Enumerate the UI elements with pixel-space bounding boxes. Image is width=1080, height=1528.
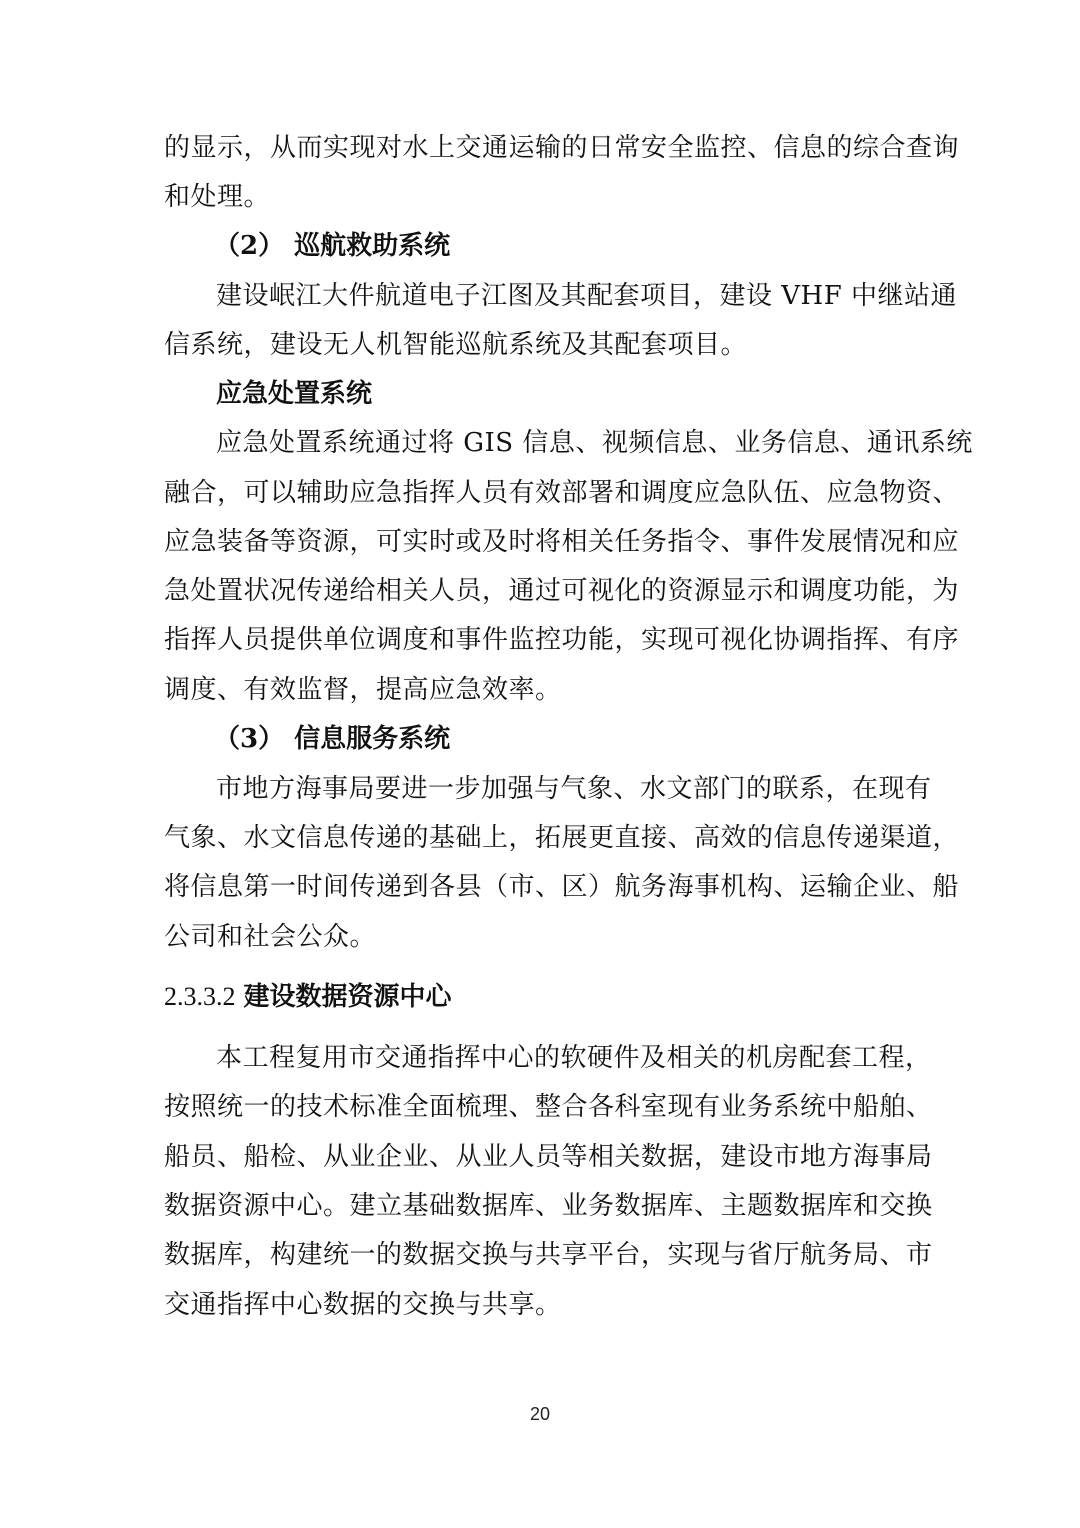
- section-number: （2）: [214, 231, 285, 261]
- paragraph-line: 本工程复用市交通指挥中心的软硬件及相关的机房配套工程，: [216, 1043, 932, 1073]
- paragraph-line: 急处置状况传递给相关人员，通过可视化的资源显示和调度功能，为: [164, 576, 960, 606]
- subsection-title: 建设数据资源中心: [243, 982, 452, 1012]
- paragraph-line: 数据资源中心。建立基础数据库、业务数据库、主题数据库和交换: [164, 1191, 933, 1221]
- paragraph-line: 交通指挥中心数据的交换与共享。: [164, 1290, 562, 1320]
- paragraph-line: 按照统一的技术标准全面梳理、整合各科室现有业务系统中船舶、: [164, 1092, 933, 1122]
- paragraph-line: 市地方海事局要进一步加强与气象、水文部门的联系，在现有: [216, 774, 932, 804]
- section-heading-3: [214, 722, 450, 756]
- section-number: （3）: [214, 724, 285, 754]
- section-title: 巡航救助系统: [294, 231, 451, 261]
- paragraph-line: 船员、船检、从业企业、从业人员等相关数据，建设市地方海事局: [164, 1142, 933, 1172]
- paragraph-line: 指挥人员提供单位调度和事件监控功能，实现可视化协调指挥、有序: [164, 625, 960, 655]
- emergency-heading: 应急处置系统: [216, 379, 373, 409]
- page-number: 20: [529, 1404, 551, 1424]
- paragraph-line: 数据库，构建统一的数据交换与共享平台，实现与省厅航务局、市: [164, 1240, 933, 1270]
- section-heading-2: [214, 229, 450, 263]
- paragraph-line: 融合，可以辅助应急指挥人员有效部署和调度应急队伍、应急物资、: [164, 478, 960, 508]
- paragraph-line: 公司和社会公众。: [164, 922, 377, 952]
- paragraph-line: 建设岷江大件航道电子江图及其配套项目，建设 VHF 中继站通: [216, 281, 958, 311]
- paragraph-line: 信系统，建设无人机智能巡航系统及其配套项目。: [164, 330, 748, 360]
- subsection-number: 2.3.3.2: [164, 982, 236, 1011]
- subsection-heading: [164, 980, 452, 1014]
- paragraph-line: 和处理。: [164, 182, 271, 212]
- paragraph-line: 调度、有效监督，提高应急效率。: [164, 675, 562, 705]
- paragraph-line: 的显示，从而实现对水上交通运输的日常安全监控、信息的综合查询: [164, 133, 960, 163]
- paragraph-line: 将信息第一时间传递到各县（市、区）航务海事机构、运输企业、船: [164, 872, 960, 902]
- section-title: 信息服务系统: [294, 724, 451, 754]
- paragraph-line: 应急处置系统通过将 GIS 信息、视频信息、业务信息、通讯系统: [216, 428, 973, 458]
- paragraph-line: 应急装备等资源，可实时或及时将相关任务指令、事件发展情况和应: [164, 527, 960, 557]
- paragraph-line: 气象、水文信息传递的基础上，拓展更直接、高效的信息传递渠道，: [164, 823, 960, 853]
